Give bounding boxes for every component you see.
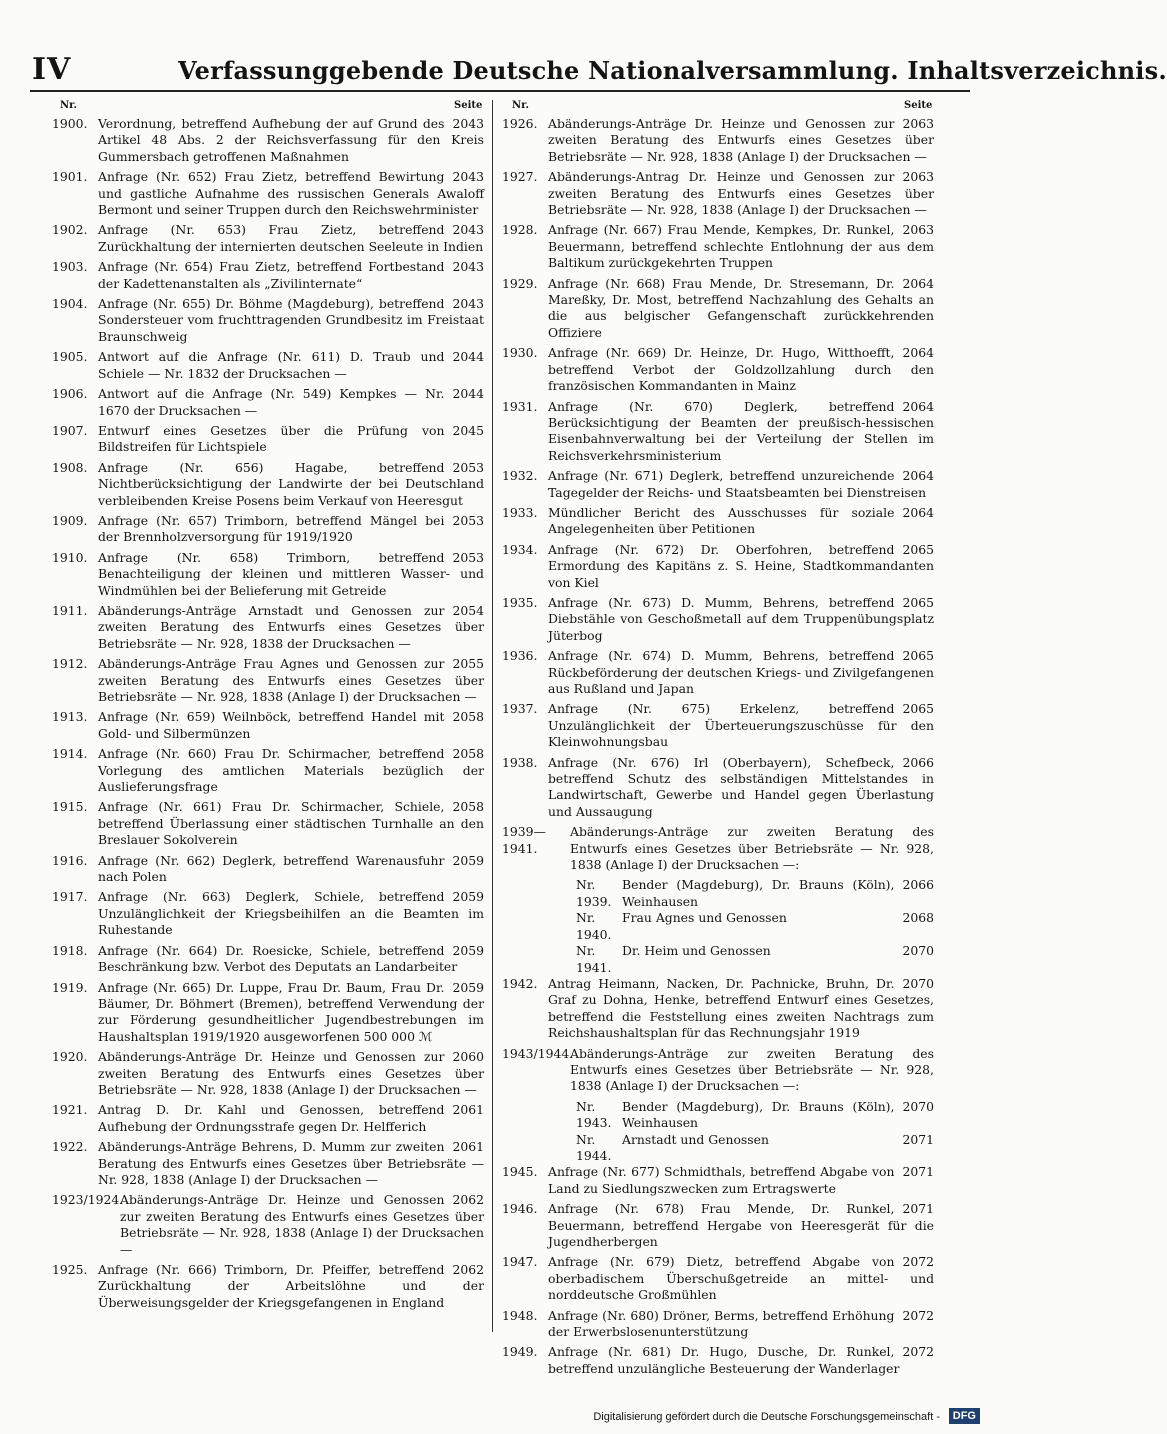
toc-entry bbox=[52, 1102, 484, 1135]
entry-page: 2063 bbox=[894, 222, 934, 238]
toc-entry bbox=[52, 169, 484, 218]
subentry-page: 2066 bbox=[894, 877, 934, 893]
entry-page: 2065 bbox=[894, 595, 934, 611]
entry-page: 2043 bbox=[444, 169, 484, 185]
entry-title: Anfrage (Nr. 662) Deglerk, betreffend Warenausfuhr nach Polen bbox=[98, 852, 445, 885]
entry-title: Anfrage (Nr. 670) Deglerk, betreffend Berücksichtigung der Beamten der preußisch-hessischen Eisenbahnverwaltung bei der Verteilung der Stellen im Reichsverkehrsministerium bbox=[548, 398, 934, 463]
toc-entry bbox=[502, 648, 934, 697]
entry-number: 1928. bbox=[502, 222, 538, 238]
entry-title: Abänderungs-Anträge Frau Agnes und Genossen zur zweiten Beratung des Entwurfs eines Gesetzes über Betriebsräte — Nr. 928, 1838 (Anlage I) der Drucksachen — bbox=[98, 656, 484, 704]
entry-number: 1906. bbox=[52, 386, 88, 402]
entry-number: 1929. bbox=[502, 275, 538, 291]
subentry-page: 2070 bbox=[894, 1099, 934, 1115]
entry-number: 1918. bbox=[52, 942, 88, 958]
entry-page: 2064 bbox=[894, 505, 934, 521]
entry-number: 1947. bbox=[502, 1254, 538, 1270]
entry-title: Abänderungs-Antrag Dr. Heinze und Genossen zur zweiten Beratung des Entwurfs eines Gesetzes über Betriebsräte — Nr. 928, 1838 (Anlage I) der Drucksachen — bbox=[548, 169, 934, 218]
entry-title: Anfrage (Nr. 669) Dr. Heinze, Dr. Hugo, Witthoefft, betreffend Verbot der Goldzollzahlung durch den französischen Kommandanten in Mainz bbox=[548, 345, 934, 394]
subentry-title: Frau Agnes und Genossen bbox=[622, 910, 787, 926]
entry-text bbox=[98, 550, 484, 599]
entry-text bbox=[570, 1046, 934, 1095]
subentry-title: Dr. Heim und Genossen bbox=[622, 943, 771, 959]
dfg-logo: DFG bbox=[949, 1408, 980, 1424]
toc-entry bbox=[502, 1201, 934, 1250]
entry-text bbox=[98, 513, 484, 546]
entry-text bbox=[98, 1262, 484, 1311]
entry-text bbox=[548, 701, 934, 750]
entry-text bbox=[548, 1164, 934, 1197]
entry-text bbox=[98, 603, 484, 652]
entry-title: Anfrage (Nr. 653) Frau Zietz, betreffend Zurückhaltung der internierten deutschen Seeleute in Indien bbox=[98, 222, 484, 254]
toc-entry bbox=[502, 976, 934, 1042]
entry-title: Abänderungs-Anträge zur zweiten Beratung des Entwurfs eines Gesetzes über Betriebsräte — Nr. 928, 1838 (Anlage I) der Drucksachen —: bbox=[570, 1045, 934, 1094]
entry-title: Verordnung, betreffend Aufhebung der auf Grund des Artikel 48 Abs. 2 der Reichsverfassung für den Kreis Gummersbach getroffenen Maßnahmen bbox=[98, 116, 484, 164]
entry-number: 1935. bbox=[502, 594, 538, 610]
entry-number: 1909. bbox=[52, 512, 88, 528]
subentry-number: Nr. 1941. bbox=[576, 943, 612, 975]
entry-text bbox=[98, 349, 484, 382]
entry-page: 2072 bbox=[894, 1254, 934, 1270]
toc-entry bbox=[52, 1262, 484, 1311]
entry-text bbox=[548, 542, 934, 591]
entry-number: 1912. bbox=[52, 656, 88, 672]
entry-page: 2066 bbox=[894, 755, 934, 771]
entry-text bbox=[548, 1344, 934, 1377]
toc-entry bbox=[502, 1308, 934, 1341]
toc-entry bbox=[52, 889, 484, 938]
entry-title: Anfrage (Nr. 676) Irl (Oberbayern), Schefbeck, betreffend Schutz des selbständigen Mittelstandes in Landwirtschaft, Gewerbe und Handel gegen Überlastung und Aussaugung bbox=[548, 754, 934, 819]
entry-text bbox=[98, 746, 484, 795]
subentry-number: Nr. 1940. bbox=[576, 910, 612, 942]
toc-entry bbox=[52, 386, 484, 419]
entry-text bbox=[548, 169, 934, 218]
entry-title: Anfrage (Nr. 655) Dr. Böhme (Magdeburg), betreffend Sondersteuer vom fruchttragenden Grundbesitz im Freistaat Braunschweig bbox=[98, 296, 484, 344]
entry-number: 1946. bbox=[502, 1201, 538, 1217]
entry-page: 2058 bbox=[444, 709, 484, 725]
entry-text bbox=[548, 648, 934, 697]
entry-number: 1934. bbox=[502, 541, 538, 557]
entry-text bbox=[548, 116, 934, 165]
entry-number: 1910. bbox=[52, 549, 88, 565]
toc-entry bbox=[502, 755, 934, 821]
entry-number: 1914. bbox=[52, 746, 88, 762]
entry-number: 1901. bbox=[52, 169, 88, 185]
entry-number: 1943/1944. bbox=[502, 1045, 574, 1061]
entry-number: 1925. bbox=[52, 1262, 88, 1277]
entry-text bbox=[98, 980, 484, 1046]
entry-text bbox=[98, 222, 484, 255]
entry-number: 1949. bbox=[502, 1344, 538, 1360]
toc-entry bbox=[52, 423, 484, 456]
entry-title: Anfrage (Nr. 657) Trimborn, betreffend Mängel bei der Brennholzversorgung für 1919/1920 bbox=[98, 512, 445, 545]
entry-page: 2059 bbox=[444, 943, 484, 959]
entry-number: 1907. bbox=[52, 422, 88, 438]
toc-entry bbox=[52, 222, 484, 255]
toc-entry bbox=[52, 460, 484, 509]
entry-text bbox=[548, 976, 934, 1042]
toc-entry bbox=[502, 169, 934, 218]
right-column bbox=[502, 116, 934, 1381]
toc-entry bbox=[502, 595, 934, 644]
entry-title: Anfrage (Nr. 663) Deglerk, Schiele, betreffend Unzulänglichkeit der Kriegsbeihilfen an die Beamten im Ruhestande bbox=[98, 889, 484, 938]
subentry-text bbox=[622, 1132, 934, 1165]
toc-entry bbox=[502, 468, 934, 501]
entry-page: 2061 bbox=[444, 1139, 484, 1155]
entry-text bbox=[98, 296, 484, 345]
entry-title: Anfrage (Nr. 677) Schmidthals, betreffend Abgabe von Land zu Siedlungszwecken zum Ertragswerte bbox=[548, 1164, 895, 1196]
toc-entry bbox=[52, 746, 484, 795]
entry-number: 1930. bbox=[502, 345, 538, 361]
entry-text bbox=[98, 889, 484, 938]
entry-number: 1908. bbox=[52, 459, 88, 475]
seite-column-label-left: Seite bbox=[454, 100, 483, 111]
toc-entry bbox=[52, 943, 484, 976]
toc-entry bbox=[502, 824, 934, 873]
entry-text bbox=[98, 1049, 484, 1098]
toc-entry bbox=[52, 550, 484, 599]
entry-page: 2059 bbox=[444, 889, 484, 905]
toc-entry bbox=[502, 1254, 934, 1303]
entry-title: Antwort auf die Anfrage (Nr. 611) D. Traub und Schiele — Nr. 1832 der Drucksachen — bbox=[98, 349, 445, 381]
toc-entry bbox=[502, 116, 934, 165]
toc-entry bbox=[52, 349, 484, 382]
subentry-title: Bender (Magdeburg), Dr. Brauns (Köln), Weinhausen bbox=[622, 1098, 895, 1131]
column-divider bbox=[492, 100, 493, 1332]
toc-subentry bbox=[576, 1132, 934, 1165]
entry-title: Abänderungs-Anträge Dr. Heinze und Genossen zur zweiten Beratung des Entwurfs eines Gesetzes über Betriebsräte — Nr. 928, 1838 (Anlage I) der Drucksachen — bbox=[548, 116, 934, 164]
entry-page: 2053 bbox=[444, 513, 484, 529]
subentry-title: Arnstadt und Genossen bbox=[622, 1131, 769, 1147]
toc-entry bbox=[52, 513, 484, 546]
entry-title: Anfrage (Nr. 656) Hagabe, betreffend Nichtberücksichtigung der Landwirte der bei Deutschland verbleibenden Kreise Posens beim Verkauf von Heeresgut bbox=[98, 459, 484, 508]
entry-title: Anfrage (Nr. 679) Dietz, betreffend Abgabe von oberbadischem Überschußgetreide an mittel- und norddeutsche Großmühlen bbox=[548, 1254, 934, 1303]
page-title: Verfassunggebende Deutsche Nationalversammlung. Inhaltsverzeichnis. bbox=[178, 56, 1167, 85]
entry-number: 1936. bbox=[502, 648, 538, 664]
entry-page: 2045 bbox=[444, 423, 484, 439]
entry-page: 2059 bbox=[444, 853, 484, 869]
entry-number: 1917. bbox=[52, 889, 88, 905]
entry-page: 2062 bbox=[444, 1262, 484, 1278]
entry-text bbox=[98, 1139, 484, 1188]
entry-title: Anfrage (Nr. 680) Dröner, Berms, betreffend Erhöhung der Erwerbslosenunterstützung bbox=[548, 1307, 895, 1340]
entry-page: 2072 bbox=[894, 1344, 934, 1360]
entry-text bbox=[548, 345, 934, 394]
entry-text bbox=[548, 399, 934, 465]
entry-text bbox=[98, 799, 484, 848]
entry-text bbox=[98, 116, 484, 165]
entry-text bbox=[548, 1254, 934, 1303]
toc-entry bbox=[502, 1164, 934, 1197]
entry-page: 2043 bbox=[444, 222, 484, 238]
subentry-text bbox=[622, 943, 934, 976]
toc-entry bbox=[502, 505, 934, 538]
entry-number: 1942. bbox=[502, 975, 538, 991]
toc-entry bbox=[502, 1046, 934, 1095]
entry-number: 1931. bbox=[502, 398, 538, 414]
entry-number: 1919. bbox=[52, 979, 88, 995]
entry-text bbox=[98, 386, 484, 419]
footer-credit: Digitalisierung gefördert durch die Deutsche Forschungsgemeinschaft - bbox=[593, 1411, 940, 1423]
toc-entry bbox=[502, 222, 934, 271]
entry-page: 2058 bbox=[444, 746, 484, 762]
entry-page: 2053 bbox=[444, 460, 484, 476]
entry-number: 1916. bbox=[52, 852, 88, 868]
entry-number: 1938. bbox=[502, 754, 538, 770]
entry-page: 2061 bbox=[444, 1102, 484, 1118]
entry-page: 2072 bbox=[894, 1308, 934, 1324]
entry-title: Entwurf eines Gesetzes über die Prüfung von Bildstreifen für Lichtspiele bbox=[98, 422, 445, 455]
subentry-title: Bender (Magdeburg), Dr. Brauns (Köln), Weinhausen bbox=[622, 877, 895, 909]
entry-title: Antwort auf die Anfrage (Nr. 549) Kempkes — Nr. 1670 der Drucksachen — bbox=[98, 386, 445, 418]
entry-page: 2060 bbox=[444, 1049, 484, 1065]
toc-entry bbox=[52, 296, 484, 345]
entry-text bbox=[98, 853, 484, 886]
entry-title: Abänderungs-Anträge zur zweiten Beratung des Entwurfs eines Gesetzes über Betriebsräte — Nr. 928, 1838 (Anlage I) der Drucksachen —: bbox=[570, 824, 934, 873]
entry-title: Anfrage (Nr. 666) Trimborn, Dr. Pfeiffer, betreffend Zurückhaltung der Arbeitslöhne und der Überweisungsgelder der Kriegsgefangenen in England bbox=[98, 1262, 484, 1310]
entry-title: Anfrage (Nr. 671) Deglerk, betreffend unzureichende Tagegelder der Reichs- und Staatsbeamten bei Dienstreisen bbox=[548, 468, 927, 500]
toc-entry bbox=[52, 603, 484, 652]
entry-text bbox=[98, 460, 484, 509]
entry-number: 1945. bbox=[502, 1164, 538, 1180]
entry-page: 2062 bbox=[444, 1192, 484, 1208]
subentry-text bbox=[622, 910, 934, 943]
entry-page: 2043 bbox=[444, 259, 484, 275]
entry-text bbox=[570, 824, 934, 873]
entry-title: Anfrage (Nr. 681) Dr. Hugo, Dusche, Dr. Runkel, betreffend unzulängliche Besteuerung der Wanderlager bbox=[548, 1344, 900, 1376]
entry-number: 1939—1941. bbox=[502, 824, 546, 856]
toc-entry bbox=[502, 399, 934, 465]
toc-entry bbox=[52, 853, 484, 886]
entry-title: Anfrage (Nr. 674) D. Mumm, Behrens, betreffend Rückbeförderung der deutschen Kriegs- und Zivilgefangenen aus Rußland und Japan bbox=[548, 648, 934, 696]
entry-text bbox=[548, 595, 934, 644]
entry-text bbox=[98, 1102, 484, 1135]
entry-number: 1902. bbox=[52, 222, 88, 238]
entry-title: Anfrage (Nr. 659) Weilnböck, betreffend Handel mit Gold- und Silbermünzen bbox=[98, 709, 445, 741]
toc-entry bbox=[52, 259, 484, 292]
toc-entry bbox=[52, 709, 484, 742]
entry-number: 1922. bbox=[52, 1139, 88, 1155]
toc-entry bbox=[502, 701, 934, 750]
entry-page: 2064 bbox=[894, 276, 934, 292]
entry-title: Abänderungs-Anträge Arnstadt und Genossen zur zweiten Beratung des Entwurfs eines Gesetzes über Betriebsräte — Nr. 928, 1838 der Drucksachen — bbox=[98, 602, 484, 651]
nr-column-label-left: Nr. bbox=[60, 100, 77, 111]
entry-text bbox=[98, 943, 484, 976]
entry-title: Antrag Heimann, Nacken, Dr. Pachnicke, Bruhn, Dr. Graf zu Dohna, Henke, betreffend Entwurf eines Gesetzes, betreffend die Feststellung eines zweiten Nachtrags zum Reichshaushaltsplan für das Rechnungsjahr 1919 bbox=[548, 975, 934, 1041]
entry-title: Abänderungs-Anträge Behrens, D. Mumm zur zweiten Beratung des Entwurfs eines Gesetzes über Betriebsräte — Nr. 928, 1838 (Anlage I) der Drucksachen — bbox=[98, 1139, 484, 1187]
entry-text bbox=[548, 755, 934, 821]
subentry-page: 2071 bbox=[894, 1132, 934, 1148]
entry-text bbox=[548, 276, 934, 342]
entry-title: Mündlicher Bericht des Ausschusses für soziale Angelegenheiten über Petitionen bbox=[548, 504, 895, 537]
entry-page: 2043 bbox=[444, 116, 484, 132]
entry-number: 1900. bbox=[52, 116, 88, 131]
entry-number: 1932. bbox=[502, 468, 538, 484]
entry-number: 1913. bbox=[52, 709, 88, 725]
entry-number: 1911. bbox=[52, 602, 88, 618]
entry-text bbox=[548, 505, 934, 538]
entry-text bbox=[548, 1308, 934, 1341]
toc-subentry bbox=[576, 910, 934, 943]
entry-page: 2054 bbox=[444, 603, 484, 619]
toc-entry bbox=[52, 980, 484, 1046]
page-number: IV bbox=[32, 52, 72, 87]
entry-page: 2055 bbox=[444, 656, 484, 672]
entry-title: Anfrage (Nr. 654) Frau Zietz, betreffend Fortbestand der Kadettenanstalten als „Zivilinternate“ bbox=[98, 259, 445, 291]
toc-entry bbox=[502, 542, 934, 591]
seite-column-label-right: Seite bbox=[904, 100, 933, 111]
entry-page: 2044 bbox=[444, 386, 484, 402]
nr-column-label-right: Nr. bbox=[512, 100, 529, 111]
entry-number: 1927. bbox=[502, 169, 538, 185]
entry-page: 2053 bbox=[444, 550, 484, 566]
subentry-page: 2070 bbox=[894, 943, 934, 959]
entry-title: Abänderungs-Anträge Dr. Heinze und Genossen zur zweiten Beratung des Entwurfs eines Gesetzes über Betriebsräte — Nr. 928, 1838 (Anlage I) der Drucksachen — bbox=[98, 1049, 484, 1097]
entry-page: 2070 bbox=[894, 976, 934, 992]
entry-number: 1905. bbox=[52, 349, 88, 365]
entry-page: 2058 bbox=[444, 799, 484, 815]
entry-page: 2064 bbox=[894, 399, 934, 415]
toc-entry bbox=[52, 116, 484, 165]
entry-title: Anfrage (Nr. 675) Erkelenz, betreffend Unzulänglichkeit der Überteuerungszuschüsse für den Kleinwohnungsbau bbox=[548, 701, 934, 750]
entry-text bbox=[98, 169, 484, 218]
entry-number: 1921. bbox=[52, 1102, 88, 1118]
entry-page: 2043 bbox=[444, 296, 484, 312]
entry-page: 2064 bbox=[894, 468, 934, 484]
toc-entry bbox=[502, 345, 934, 394]
entry-page: 2044 bbox=[444, 349, 484, 365]
entry-title: Anfrage (Nr. 667) Frau Mende, Kempkes, Dr. Runkel, Beuermann, betreffend schlechte Entlohnung der aus dem Baltikum zurückgekehrten Truppen bbox=[548, 222, 934, 271]
left-column bbox=[52, 116, 484, 1315]
entry-number: 1933. bbox=[502, 504, 538, 520]
subentry-number: Nr. 1944. bbox=[576, 1131, 612, 1163]
entry-page: 2065 bbox=[894, 542, 934, 558]
entry-title: Antrag D. Dr. Kahl und Genossen, betreffend Aufhebung der Ordnungsstrafe gegen Dr. Helfferich bbox=[98, 1102, 445, 1134]
entry-title: Anfrage (Nr. 668) Frau Mende, Dr. Stresemann, Dr. Mareßky, Dr. Most, betreffend Nachzahlung des Gehalts an die aus belgischer Gefangenschaft zurückkehrenden Offiziere bbox=[548, 275, 934, 340]
subentry-number: Nr. 1939. bbox=[576, 877, 612, 909]
entry-page: 2063 bbox=[894, 169, 934, 185]
entry-title: Abänderungs-Anträge Dr. Heinze und Genossen zur zweiten Beratung des Entwurfs eines Gesetzes über Betriebsräte — Nr. 928, 1838 (Anlage I) der Drucksachen — bbox=[120, 1192, 484, 1257]
entry-number: 1948. bbox=[502, 1307, 538, 1323]
entry-number: 1915. bbox=[52, 799, 88, 815]
entry-title: Anfrage (Nr. 665) Dr. Luppe, Frau Dr. Baum, Frau Dr. Bäumer, Dr. Böhmert (Bremen), betreffend Verwendung der zur Förderung gesundheitlicher Jugendbestrebungen im Haushaltsplan 1919/1920 ausgeworfenen 500 000 ℳ bbox=[98, 979, 484, 1044]
toc-entry bbox=[52, 1192, 484, 1258]
entry-title: Anfrage (Nr. 652) Frau Zietz, betreffend Bewirtung und gastliche Aufnahme des russischen Generals Awaloff Bermont und seiner Truppen durch den Reichswehrminister bbox=[98, 169, 484, 218]
entry-text bbox=[98, 423, 484, 456]
toc-entry bbox=[502, 276, 934, 342]
entry-number: 1926. bbox=[502, 116, 538, 131]
subentry-text bbox=[622, 877, 934, 910]
entry-number: 1923/1924. bbox=[52, 1192, 124, 1208]
page-header bbox=[30, 50, 1167, 92]
entry-page: 2064 bbox=[894, 345, 934, 361]
subentry-page: 2068 bbox=[894, 910, 934, 926]
toc-entry bbox=[52, 1139, 484, 1188]
entry-number: 1920. bbox=[52, 1049, 88, 1065]
entry-text bbox=[548, 1201, 934, 1250]
entry-text bbox=[98, 259, 484, 292]
toc-entry bbox=[52, 1049, 484, 1098]
entry-title: Anfrage (Nr. 673) D. Mumm, Behrens, betreffend Diebstähle von Geschoßmetall auf dem Truppenübungsplatz Jüterbog bbox=[548, 594, 934, 643]
subentry-text bbox=[622, 1099, 934, 1132]
entry-page: 2071 bbox=[894, 1164, 934, 1180]
entry-title: Anfrage (Nr. 658) Trimborn, betreffend Benachteiligung der kleinen und mittleren Wasser- und Windmühlen bei der Belieferung mit Getreide bbox=[98, 549, 484, 598]
toc-subentry bbox=[576, 877, 934, 910]
entry-text bbox=[98, 656, 484, 705]
entry-title: Anfrage (Nr. 660) Frau Dr. Schirmacher, betreffend Vorlegung des amtlichen Materials bezüglich der Auslieferungsfrage bbox=[98, 746, 484, 795]
entry-page: 2071 bbox=[894, 1201, 934, 1217]
entry-text bbox=[120, 1192, 484, 1258]
toc-entry bbox=[502, 1344, 934, 1377]
entry-number: 1937. bbox=[502, 701, 538, 717]
entry-title: Anfrage (Nr. 664) Dr. Roesicke, Schiele, betreffend Beschränkung bzw. Verbot des Deputats an Landarbeiter bbox=[98, 942, 458, 975]
toc-subentry bbox=[576, 943, 934, 976]
entry-title: Anfrage (Nr. 672) Dr. Oberfohren, betreffend Ermordung des Kapitäns z. S. Heine, Stadtkommandanten von Kiel bbox=[548, 541, 934, 590]
entry-title: Anfrage (Nr. 678) Frau Mende, Dr. Runkel, Beuermann, betreffend Hergabe von Heeresgerät für die Jugendherbergen bbox=[548, 1201, 934, 1249]
entry-page: 2065 bbox=[894, 648, 934, 664]
entry-title: Anfrage (Nr. 661) Frau Dr. Schirmacher, Schiele, betreffend Überlassung einer städtischen Turnhalle an den Breslauer Sokolverein bbox=[98, 799, 484, 848]
toc-subentry bbox=[576, 1099, 934, 1132]
entry-page: 2063 bbox=[894, 116, 934, 132]
entry-page: 2059 bbox=[444, 980, 484, 996]
toc-entry bbox=[52, 656, 484, 705]
entry-page: 2065 bbox=[894, 701, 934, 717]
entry-text bbox=[548, 468, 934, 501]
entry-text bbox=[548, 222, 934, 271]
subentry-number: Nr. 1943. bbox=[576, 1098, 612, 1131]
entry-number: 1903. bbox=[52, 259, 88, 275]
entry-text bbox=[98, 709, 484, 742]
toc-entry bbox=[52, 799, 484, 848]
entry-number: 1904. bbox=[52, 296, 88, 312]
